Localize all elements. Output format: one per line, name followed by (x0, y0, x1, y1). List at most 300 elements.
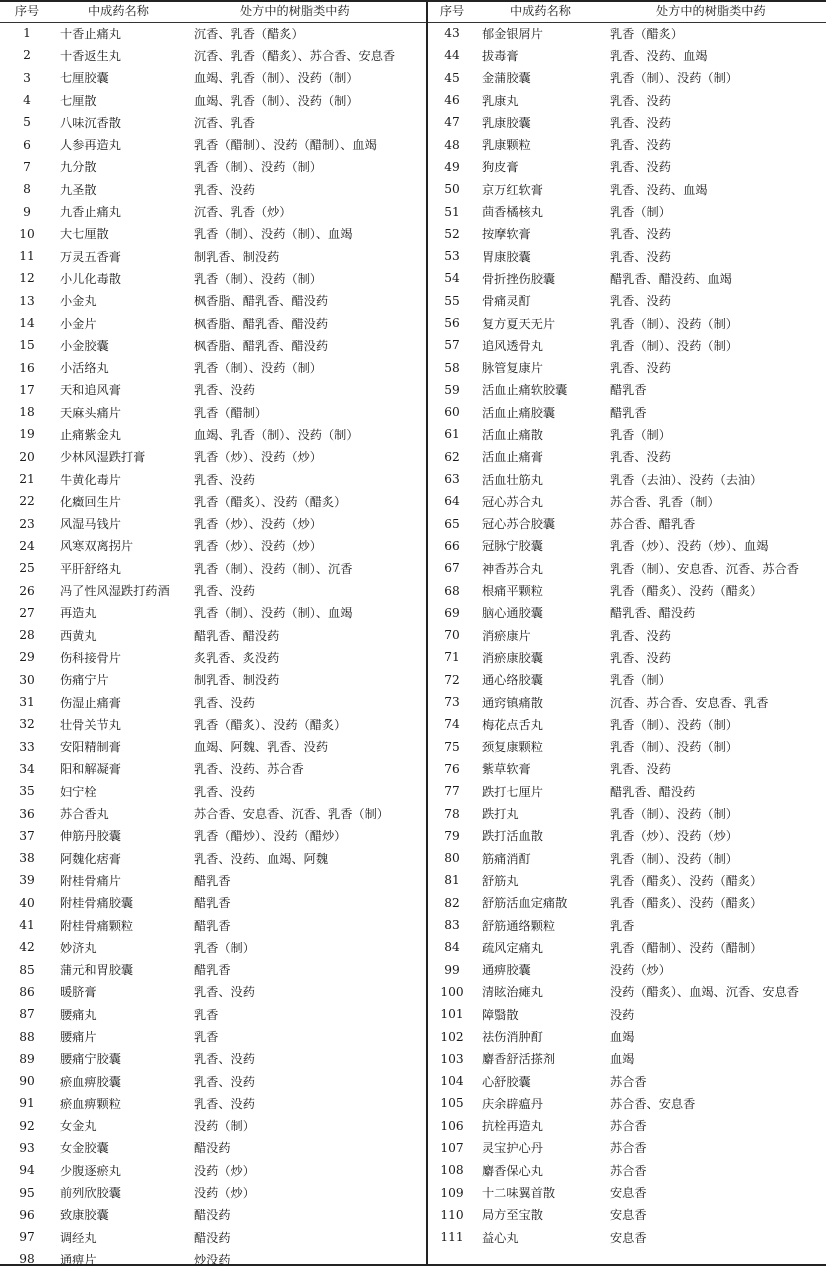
table-row (428, 958, 826, 980)
resin-ingredients: 醋乳香、醋没药 (194, 628, 280, 643)
medicine-name: 小活络丸 (60, 361, 109, 376)
medicine-name: 按摩软膏 (482, 227, 531, 242)
resin-ingredients: 乳香、没药 (610, 138, 671, 153)
row-num: 87 (19, 1007, 35, 1022)
medicine-name: 活血止痛膏 (482, 450, 543, 465)
resin-ingredients: 苏合香、安息香、沉香、乳香（制） (194, 807, 389, 822)
table-row (0, 1137, 426, 1159)
left-table-body (0, 22, 426, 1271)
medicine-name: 拔毒膏 (482, 48, 519, 63)
resin-ingredients: 醋乳香 (194, 918, 231, 933)
table-row (0, 669, 426, 691)
medicine-name: 十香止痛丸 (60, 26, 121, 41)
table-row (0, 936, 426, 958)
row-num: 24 (19, 538, 35, 553)
row-num: 83 (444, 918, 460, 933)
table-row (0, 513, 426, 535)
medicine-name: 伤湿止痛膏 (60, 695, 121, 710)
resin-ingredients: 血竭、阿魏、乳香、没药 (194, 740, 329, 755)
resin-ingredients: 乳香、没药、血竭 (610, 182, 708, 197)
row-num: 23 (19, 516, 35, 531)
resin-ingredients: 乳香（醋炙） (610, 26, 684, 41)
resin-ingredients: 安息香 (610, 1186, 647, 1201)
table-row (428, 646, 826, 668)
medicine-name: 活血止痛散 (482, 427, 543, 442)
row-num: 72 (444, 672, 460, 687)
table-row (428, 44, 826, 66)
table-row (428, 200, 826, 222)
row-num: 30 (19, 672, 35, 687)
row-num: 61 (444, 427, 460, 442)
medicine-name: 腰痛片 (60, 1030, 97, 1044)
row-num: 6 (23, 137, 31, 152)
table-row (0, 557, 426, 579)
table-row (0, 758, 426, 780)
medicine-name: 少腹逐瘀丸 (60, 1163, 121, 1178)
resin-ingredients: 乳香、没药 (610, 762, 671, 777)
resin-ingredients: 乳香 (194, 1007, 219, 1022)
table-row (428, 490, 826, 512)
medicine-name: 安阳精制膏 (60, 740, 121, 755)
row-num: 100 (440, 984, 464, 999)
row-num: 105 (440, 1096, 464, 1111)
row-num: 109 (440, 1185, 464, 1200)
resin-ingredients: 乳香（制） (194, 940, 255, 955)
table-row (428, 379, 826, 401)
resin-ingredients: 乳香（炒）、没药（炒） (194, 450, 322, 465)
row-num: 68 (444, 583, 460, 598)
row-num: 7 (23, 159, 31, 174)
medicine-name: 跌打活血散 (482, 829, 543, 844)
table-row (0, 691, 426, 713)
row-num: 67 (444, 561, 460, 576)
medicine-name: 风寒双离拐片 (60, 539, 134, 554)
medicine-name: 狗皮膏 (482, 160, 519, 175)
table-row (0, 892, 426, 914)
row-num: 15 (19, 338, 35, 353)
row-num: 52 (444, 226, 460, 241)
table-row (0, 356, 426, 378)
resin-ingredients: 乳香、没药 (194, 1074, 255, 1089)
row-num: 92 (19, 1118, 35, 1133)
table-row (428, 223, 826, 245)
medicine-name: 苏合香丸 (60, 807, 109, 822)
medicine-name: 梅花点舌丸 (482, 717, 543, 732)
resin-ingredients: 苏合香、醋乳香 (610, 517, 696, 532)
medicine-name: 心舒胶囊 (482, 1074, 531, 1089)
row-num: 44 (444, 48, 460, 63)
row-num: 102 (440, 1029, 464, 1044)
row-num: 16 (19, 360, 35, 375)
row-num: 103 (440, 1051, 464, 1066)
medicine-name: 乳康丸 (482, 93, 519, 108)
medicine-name: 妇宁栓 (60, 784, 97, 799)
table-row (0, 22, 426, 44)
resin-ingredients: 乳香（醋炙）、没药（醋炙） (610, 873, 763, 888)
resin-ingredients: 没药（炒） (194, 1163, 255, 1178)
medicine-name: 九圣散 (60, 182, 97, 197)
header-name: 中成药名称 (54, 0, 190, 22)
resin-ingredients: 乳香、没药、血竭、阿魏 (194, 851, 329, 866)
resin-ingredients: 没药（醋炙）、血竭、沉香、安息香 (610, 985, 799, 1000)
resin-ingredients: 没药 (610, 1007, 635, 1022)
row-num: 34 (19, 761, 35, 776)
resin-ingredients: 乳香（醋制）、没药（醋制）、血竭 (194, 138, 377, 153)
resin-ingredients: 乳香、没药 (194, 1052, 255, 1067)
medicine-name: 冠脉宁胶囊 (482, 539, 543, 554)
medicine-name: 颈复康颗粒 (482, 740, 543, 755)
row-num: 60 (444, 405, 460, 420)
medicine-name: 消瘀康胶囊 (482, 650, 543, 665)
table-row (0, 646, 426, 668)
row-num: 63 (444, 472, 460, 487)
medicine-name: 活血止痛胶囊 (482, 405, 556, 420)
row-num: 41 (19, 918, 35, 933)
row-num: 13 (19, 293, 35, 308)
table-row (428, 1092, 826, 1114)
table-row (0, 981, 426, 1003)
table-row (0, 89, 426, 111)
resin-ingredients: 乳香（醋炙）、没药（醋炙） (610, 896, 763, 911)
resin-ingredients: 醋乳香、醋没药 (610, 784, 696, 799)
medicine-name: 舒筋通络颗粒 (482, 918, 556, 933)
table-row (428, 1159, 826, 1181)
table-row (0, 1048, 426, 1070)
row-num: 2 (23, 48, 31, 63)
medicine-name: 胃康胶囊 (482, 249, 531, 264)
table-row (0, 178, 426, 200)
table-row (428, 401, 826, 423)
table-row (428, 624, 826, 646)
row-num: 59 (444, 382, 460, 397)
row-num: 82 (444, 895, 460, 910)
medicine-name: 麝香保心丸 (482, 1163, 543, 1178)
resin-ingredients: 乳香（制） (610, 427, 671, 442)
row-num: 18 (19, 405, 35, 420)
header-num: 序号 (0, 0, 54, 22)
row-num: 75 (444, 739, 460, 754)
resin-ingredients: 血竭、乳香（制）、没药（制） (194, 427, 359, 442)
medicine-name: 致康胶囊 (60, 1208, 109, 1223)
row-num: 66 (444, 538, 460, 553)
resin-ingredients: 乳香、没药、血竭 (610, 48, 708, 63)
table-row (428, 1003, 826, 1025)
table-row (428, 825, 826, 847)
table-row (428, 780, 826, 802)
table-row (428, 669, 826, 691)
row-num: 106 (440, 1118, 464, 1133)
resin-ingredients: 苏合香、乳香（制） (610, 494, 720, 509)
medicine-name: 人参再造丸 (60, 138, 121, 153)
table-row (428, 802, 826, 824)
table-row (428, 869, 826, 891)
medicine-name: 骨折挫伤胶囊 (482, 271, 556, 286)
table-row (428, 1181, 826, 1203)
table-row (428, 713, 826, 735)
row-num: 50 (444, 182, 460, 197)
medicine-name: 疏风定痛丸 (482, 940, 543, 955)
table-row (0, 1181, 426, 1203)
row-num: 42 (19, 940, 35, 955)
medicine-name: 妙济丸 (60, 940, 97, 955)
table-row (0, 914, 426, 936)
row-num: 20 (19, 449, 35, 464)
medicine-name: 冠心苏合丸 (482, 494, 543, 509)
row-num: 85 (19, 962, 35, 977)
table-row (428, 535, 826, 557)
table-row (0, 312, 426, 334)
header-name: 中成药名称 (476, 0, 606, 22)
row-num: 37 (19, 828, 35, 843)
row-num: 43 (444, 26, 460, 41)
medicine-name: 冯了性风湿跌打药酒 (60, 584, 170, 599)
table-row (0, 624, 426, 646)
medicine-name: 再造丸 (60, 606, 97, 621)
medicine-name: 乳康胶囊 (482, 115, 531, 130)
medicine-name: 冠心苏合胶囊 (482, 517, 556, 532)
resin-ingredients: 没药（炒） (610, 963, 671, 978)
table-row (428, 936, 826, 958)
row-num: 73 (444, 695, 460, 710)
resin-ingredients: 乳香、没药 (610, 160, 671, 175)
medicine-name: 脉管复康片 (482, 361, 543, 376)
row-num: 51 (444, 204, 460, 219)
row-num: 11 (19, 249, 35, 264)
table-row (0, 780, 426, 802)
medicine-name: 腰痛丸 (60, 1007, 97, 1022)
row-num: 91 (19, 1096, 35, 1111)
row-num: 55 (444, 293, 460, 308)
resin-ingredients: 醋乳香、醋没药、血竭 (610, 271, 732, 286)
row-num: 39 (19, 873, 35, 888)
row-num: 38 (19, 851, 35, 866)
table-row (0, 802, 426, 824)
medicine-name: 十二味翼首散 (482, 1186, 556, 1201)
medicine-name: 乳康颗粒 (482, 138, 531, 153)
table-row (0, 713, 426, 735)
row-num: 98 (19, 1252, 35, 1267)
row-num: 57 (444, 338, 460, 353)
table-row (428, 245, 826, 267)
medicine-name: 通痹胶囊 (482, 963, 531, 978)
row-num: 26 (19, 583, 35, 598)
row-num: 99 (444, 962, 460, 977)
resin-ingredients: 苏合香 (610, 1119, 647, 1134)
resin-ingredients: 乳香（制）、没药（制） (610, 717, 738, 732)
resin-ingredients: 乳香、没药 (610, 249, 671, 264)
row-num: 27 (19, 605, 35, 620)
resin-ingredients: 乳香（制）、没药（制） (194, 160, 322, 175)
resin-ingredients: 乳香、没药 (610, 294, 671, 309)
row-num: 53 (444, 249, 460, 264)
row-num: 19 (19, 427, 35, 442)
table-row (0, 1003, 426, 1025)
medicine-name: 瘀血痹颗粒 (60, 1096, 121, 1111)
resin-ingredients: 乳香（制）、没药（制）、血竭 (194, 606, 353, 621)
medicine-name: 跌打七厘片 (482, 784, 543, 799)
resin-ingredients: 乳香、没药 (194, 472, 255, 487)
medicine-name: 七厘胶囊 (60, 71, 109, 86)
resin-ingredients: 乳香（制）、没药（制） (194, 361, 322, 376)
resin-ingredients: 醋没药 (194, 1208, 231, 1223)
resin-ingredients: 安息香 (610, 1230, 647, 1245)
medicine-name: 追风透骨丸 (482, 338, 543, 353)
row-num: 25 (19, 561, 35, 576)
row-num: 88 (19, 1029, 35, 1044)
medicine-name: 抗栓再造丸 (482, 1119, 543, 1134)
resin-ingredients: 沉香、乳香（醋炙） (194, 26, 304, 41)
resin-ingredients: 枫香脂、醋乳香、醋没药 (194, 294, 329, 309)
table-row (0, 1070, 426, 1092)
table-row (0, 490, 426, 512)
medicine-name: 麝香舒活搽剂 (482, 1052, 556, 1067)
medicine-name: 暖脐膏 (60, 985, 97, 1000)
medicine-name: 益心丸 (482, 1230, 519, 1245)
table-row (428, 1048, 826, 1070)
table-row (428, 579, 826, 601)
resin-ingredients: 乳香、没药 (610, 361, 671, 376)
row-num: 1 (23, 26, 31, 41)
medicine-name: 小儿化毒散 (60, 271, 121, 286)
medicine-name: 阿魏化痞膏 (60, 851, 121, 866)
resin-ingredients: 乳香、没药 (610, 450, 671, 465)
resin-ingredients: 乳香（醋炙）、没药（醋炙） (610, 584, 763, 599)
table-row (428, 133, 826, 155)
medicine-name: 风湿马钱片 (60, 517, 121, 532)
header-row (0, 0, 426, 22)
table-row (0, 245, 426, 267)
medicine-name: 止痛紫金丸 (60, 427, 121, 442)
medicine-name: 瘀血痹胶囊 (60, 1074, 121, 1089)
resin-ingredients: 乳香 (610, 918, 635, 933)
resin-ingredients: 枫香脂、醋乳香、醋没药 (194, 338, 329, 353)
table-row (0, 736, 426, 758)
row-num: 64 (444, 494, 460, 509)
resin-ingredients: 乳香、没药、苏合香 (194, 762, 304, 777)
resin-ingredients: 乳香、没药 (610, 628, 671, 643)
row-num: 54 (444, 271, 460, 286)
resin-ingredients: 苏合香 (610, 1163, 647, 1178)
row-num: 48 (444, 137, 460, 152)
resin-ingredients: 沉香、乳香（醋炙）、苏合香、安息香 (194, 48, 396, 63)
resin-ingredients: 制乳香、制没药 (194, 673, 280, 688)
table-row (428, 1204, 826, 1226)
table-row (0, 67, 426, 89)
resin-ingredients: 乳香、没药 (194, 784, 255, 799)
medicine-name: 附桂骨痛胶囊 (60, 896, 134, 911)
medicine-name: 蒲元和胃胶囊 (60, 963, 134, 978)
row-num: 111 (440, 1230, 464, 1245)
table-row (0, 825, 426, 847)
resin-ingredients: 乳香（炒）、没药（炒） (194, 539, 322, 554)
table-row (0, 223, 426, 245)
table-row (0, 133, 426, 155)
resin-ingredients: 乳香（制）、没药（制）、血竭 (194, 227, 353, 242)
medicine-name: 牛黄化毒片 (60, 472, 121, 487)
table-row (0, 1115, 426, 1137)
header-resin: 处方中的树脂类中药 (190, 0, 426, 22)
resin-ingredients: 乳香、没药 (194, 1096, 255, 1111)
row-num: 76 (444, 761, 460, 776)
medicine-name: 调经丸 (60, 1230, 97, 1245)
table-row (428, 691, 826, 713)
table-row (428, 356, 826, 378)
medicine-name: 消瘀康片 (482, 628, 531, 643)
resin-ingredients: 血竭 (610, 1030, 635, 1044)
table-row (428, 446, 826, 468)
resin-ingredients: 乳香、没药 (610, 115, 671, 130)
medicine-name: 女金丸 (60, 1119, 97, 1134)
row-num: 35 (19, 784, 35, 799)
medicine-name: 骨痛灵酊 (482, 294, 531, 309)
row-num: 89 (19, 1051, 35, 1066)
resin-ingredients: 乳香（制） (610, 205, 671, 220)
resin-ingredients: 沉香、苏合香、安息香、乳香 (610, 695, 769, 710)
medicine-name: 郁金银屑片 (482, 26, 543, 41)
table-row (428, 89, 826, 111)
row-num: 17 (19, 382, 35, 397)
row-num: 33 (19, 739, 35, 754)
resin-ingredients: 没药（制） (194, 1119, 255, 1134)
medicine-name: 化癥回生片 (60, 494, 121, 509)
row-num: 40 (19, 895, 35, 910)
medicine-name: 小金片 (60, 316, 97, 331)
header-row (428, 0, 826, 22)
resin-ingredients: 醋乳香 (610, 405, 647, 420)
resin-ingredients: 沉香、乳香（炒） (194, 205, 292, 220)
table-row (0, 1092, 426, 1114)
row-num: 47 (444, 115, 460, 130)
resin-ingredients: 乳香（炒）、没药（炒）、血竭 (610, 539, 769, 554)
resin-ingredients: 乳香（炒）、没药（炒） (610, 829, 738, 844)
resin-ingredients: 乳香（醋制） (194, 405, 268, 420)
resin-ingredients: 醋乳香 (610, 383, 647, 398)
table-row (0, 1226, 426, 1248)
medicine-name: 小金丸 (60, 294, 97, 309)
medicine-name: 活血壮筋丸 (482, 472, 543, 487)
table-row (428, 513, 826, 535)
resin-ingredients: 乳香、没药 (194, 182, 255, 197)
resin-ingredients: 乳香（炒）、没药（炒） (194, 517, 322, 532)
row-num: 36 (19, 806, 35, 821)
resin-ingredients: 醋乳香 (194, 873, 231, 888)
row-num: 97 (19, 1230, 35, 1245)
medicine-name: 通痹片 (60, 1252, 97, 1267)
row-num: 78 (444, 806, 460, 821)
medicine-name: 清眩治瘫丸 (482, 985, 543, 1000)
resin-ingredients: 炒没药 (194, 1252, 231, 1267)
row-num: 108 (440, 1163, 464, 1178)
row-num: 9 (23, 204, 31, 219)
medicine-name: 金蒲胶囊 (482, 71, 531, 86)
row-num: 74 (444, 717, 460, 732)
table-row (0, 1204, 426, 1226)
table-row (0, 379, 426, 401)
row-num: 86 (19, 984, 35, 999)
resin-ingredients: 乳香（去油）、没药（去油） (610, 472, 763, 487)
table-row (428, 267, 826, 289)
row-num: 69 (444, 605, 460, 620)
table-row (428, 334, 826, 356)
table-row (428, 1226, 826, 1248)
row-num: 65 (444, 516, 460, 531)
resin-ingredients: 醋乳香、醋没药 (610, 606, 696, 621)
table-row (428, 468, 826, 490)
table-row (0, 401, 426, 423)
row-num: 14 (19, 316, 35, 330)
table-row (428, 156, 826, 178)
row-num: 12 (19, 271, 35, 286)
